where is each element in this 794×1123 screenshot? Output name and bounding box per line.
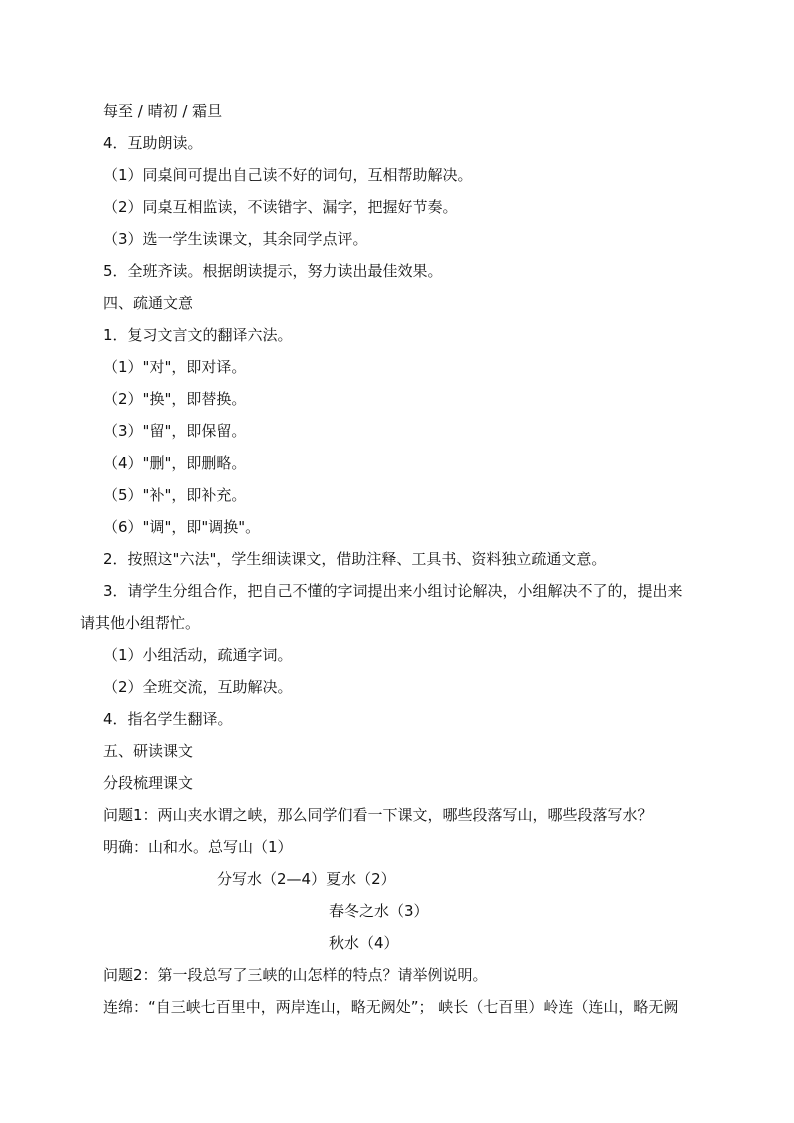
text-line: 请其他小组帮忙。 (80, 614, 201, 632)
text-line: 每至 / 晴初 / 霜旦 (103, 102, 223, 120)
text-line: 春冬之水（3） (329, 902, 429, 920)
text-line: 秋水（4） (329, 934, 399, 952)
text-line: 1．复习文言文的翻译六法。 (103, 326, 293, 344)
text-line: （1）同桌间可提出自己读不好的词句，互相帮助解决。 (103, 166, 473, 184)
text-line: （6）"调"，即"调换"。 (103, 518, 261, 536)
text-line: 3．请学生分组合作，把自己不懂的字词提出来小组讨论解决，小组解决不了的，提出来 (103, 582, 683, 600)
question-line: 问题1：两山夹水谓之峡，那么同学们看一下课文，哪些段落写山，哪些段落写水？ (103, 806, 653, 824)
text-line: （3）选一学生读课文，其余同学点评。 (103, 230, 368, 248)
text-line: 分写水（2—4）夏水（2） (217, 870, 396, 888)
text-line: 连绵：“自三峡七百里中，两岸连山，略无阙处”； 峡长（七百里）岭连（连山，略无阙 (103, 998, 679, 1016)
text-line: 4．互助朗读。 (103, 134, 203, 152)
text-line: 2．按照这"六法"，学生细读课文，借助注释、工具书、资料独立疏通文意。 (103, 550, 607, 568)
subheading: 分段梳理课文 (103, 774, 194, 792)
text-line: （1）小组活动，疏通字词。 (103, 646, 293, 664)
section-heading: 四、疏通文意 (103, 294, 194, 312)
text-line: （2）全班交流，互助解决。 (103, 678, 293, 696)
text-line: 5．全班齐读。根据朗读提示，努力读出最佳效果。 (103, 262, 443, 280)
text-line: （5）"补"，即补充。 (103, 486, 247, 504)
question-line: 问题2：第一段总写了三峡的山怎样的特点？请举例说明。 (103, 966, 488, 984)
text-line: （2）"换"，即替换。 (103, 390, 247, 408)
text-line: （2）同桌互相监读，不读错字、漏字，把握好节奏。 (103, 198, 458, 216)
text-line: （4）"删"，即删略。 (103, 454, 247, 472)
section-heading: 五、研读课文 (103, 742, 194, 760)
text-line: （1）"对"，即对译。 (103, 358, 247, 376)
text-line: 明确：山和水。总写山（1） (103, 838, 293, 856)
text-line: （3）"留"，即保留。 (103, 422, 247, 440)
text-line: 4．指名学生翻译。 (103, 710, 233, 728)
